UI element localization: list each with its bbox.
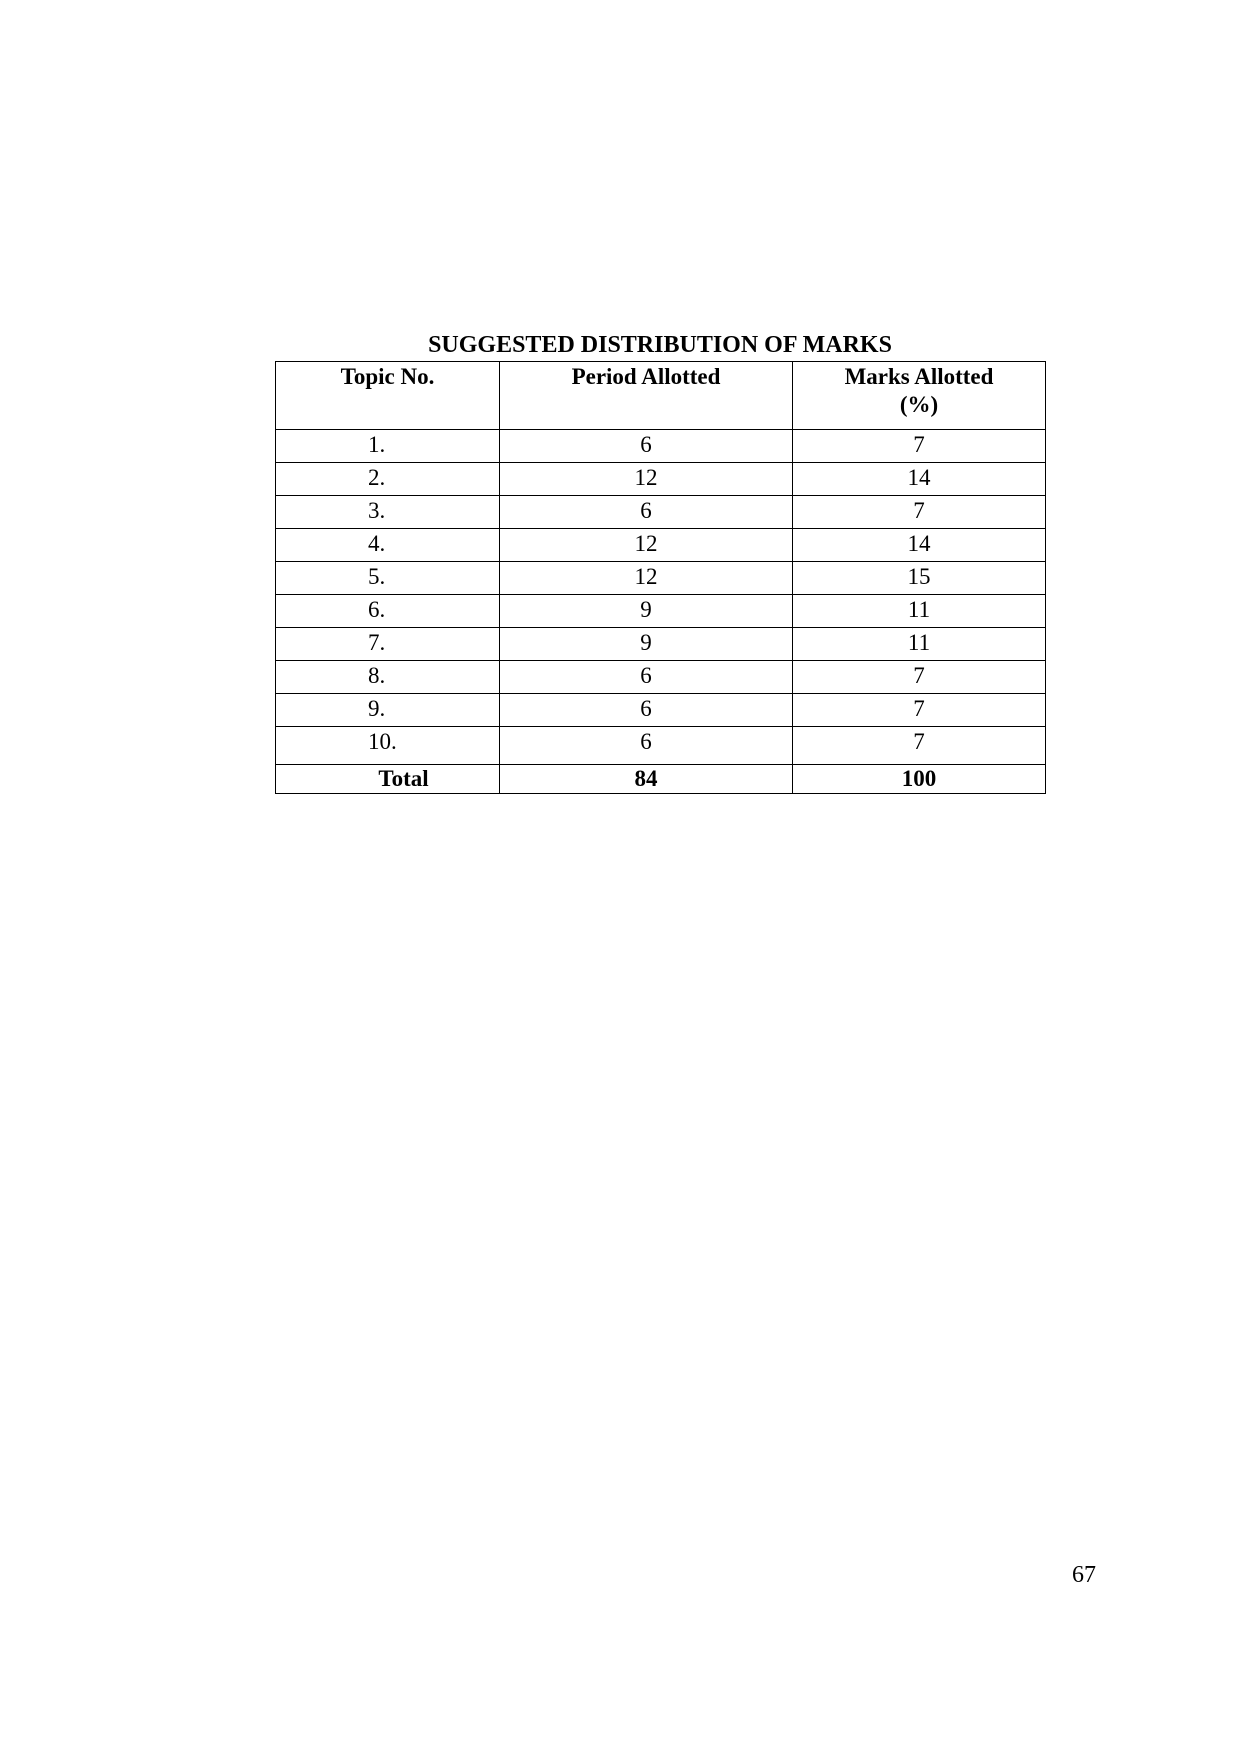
- topic-cell: 1.: [276, 430, 500, 463]
- total-period-cell: 84: [500, 765, 793, 794]
- period-cell: 6: [500, 694, 793, 727]
- marks-cell: 14: [793, 463, 1046, 496]
- table-row: [276, 430, 1046, 463]
- marks-cell: 15: [793, 562, 1046, 595]
- period-cell: 6: [500, 661, 793, 694]
- marks-cell: 14: [793, 529, 1046, 562]
- period-cell: 6: [500, 430, 793, 463]
- table-row: [276, 562, 1046, 595]
- total-marks-cell: 100: [793, 765, 1046, 794]
- topic-cell: 4.: [276, 529, 500, 562]
- marks-cell: 7: [793, 661, 1046, 694]
- total-row: [276, 765, 1046, 794]
- marks-cell: 11: [793, 628, 1046, 661]
- header-topic-label: Topic No.: [340, 364, 435, 389]
- page-number: 67: [1072, 1562, 1096, 1588]
- period-cell: 9: [500, 628, 793, 661]
- period-cell: 9: [500, 595, 793, 628]
- table-row: [276, 529, 1046, 562]
- table-row: [276, 694, 1046, 727]
- header-marks-label: Marks Allotted: [844, 364, 994, 389]
- topic-cell: 3.: [276, 496, 500, 529]
- header-period-label: Period Allotted: [571, 364, 721, 389]
- table-row: [276, 496, 1046, 529]
- header-marks-allotted: [793, 362, 1046, 430]
- marks-distribution-table: [275, 361, 1046, 794]
- table-header-row: [276, 362, 1046, 430]
- document-title: SUGGESTED DISTRIBUTION OF MARKS: [428, 332, 892, 358]
- period-cell: 12: [500, 463, 793, 496]
- topic-cell: 6.: [276, 595, 500, 628]
- topic-cell: 8.: [276, 661, 500, 694]
- header-period-allotted: [500, 362, 793, 430]
- table-row: [276, 727, 1046, 765]
- table-row: [276, 463, 1046, 496]
- table-row: [276, 595, 1046, 628]
- marks-cell: 7: [793, 496, 1046, 529]
- period-cell: 6: [500, 727, 793, 765]
- period-cell: 6: [500, 496, 793, 529]
- topic-cell: 7.: [276, 628, 500, 661]
- marks-cell: 7: [793, 694, 1046, 727]
- marks-cell: 7: [793, 430, 1046, 463]
- topic-cell: 5.: [276, 562, 500, 595]
- period-cell: 12: [500, 562, 793, 595]
- period-cell: 12: [500, 529, 793, 562]
- header-marks-unit: (%): [899, 392, 939, 417]
- marks-cell: 7: [793, 727, 1046, 765]
- topic-cell: 9.: [276, 694, 500, 727]
- topic-cell: 2.: [276, 463, 500, 496]
- total-label-cell: Total: [276, 765, 500, 794]
- topic-cell: 10.: [276, 727, 500, 765]
- table-row: [276, 628, 1046, 661]
- marks-cell: 11: [793, 595, 1046, 628]
- table-row: [276, 661, 1046, 694]
- header-topic-no: [276, 362, 500, 430]
